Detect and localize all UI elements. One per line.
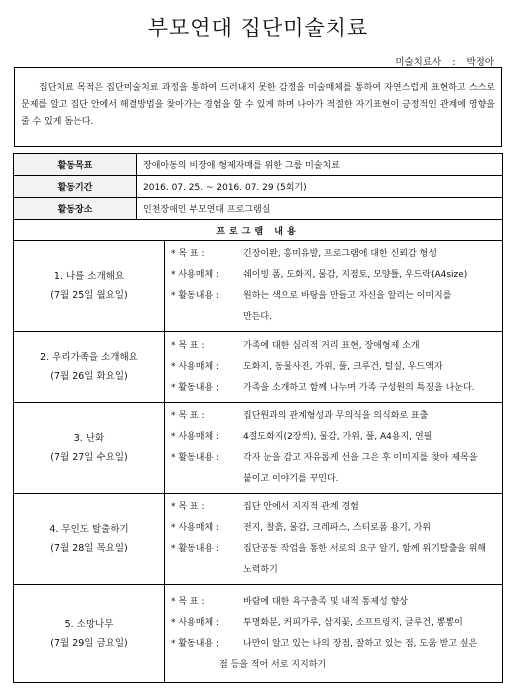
session-detail [165, 494, 503, 585]
session-title-cell [14, 241, 165, 332]
info-value: 인천장애인 부모연대 프로그램실 [137, 198, 503, 220]
intro-paragraph: 집단치료 목적은 집단미술치료 과정을 통하여 드러내지 못한 감정을 미술매체를 통하여 자연스럽게 표현하고 스스로 문제를 알고 집단 안에서 해결방법을 찾아가는 경험을 할 수 있게 하며 나아가 적절한 자기표현이 긍정적인 관계에 영향을 줄 수 있게 돕는다. [14, 67, 502, 147]
author-name: 박정아 [466, 57, 494, 68]
activity-text: 각자 눈을 감고 자유롭게 선을 그은 후 이미지를 찾아 제목을 [243, 453, 478, 463]
goal-key: * 목 표 : [171, 340, 205, 351]
session-name: 3. 난화 [73, 433, 105, 444]
info-row [14, 176, 503, 198]
activity-text: 집단공동 작업을 통한 서로의 요구 알기, 함께 위기탈출을 위해 [243, 544, 487, 554]
activity-key: * 활동내용 : [171, 453, 220, 463]
goal-key: * 목 표 : [171, 411, 205, 421]
session-name: 4. 무인도 탈출하기 [49, 524, 129, 535]
document-title: 부모연대 집단미술치료 [147, 16, 369, 40]
author-line [395, 54, 494, 68]
session-date: (7월 25일 월요일) [50, 290, 128, 301]
info-label: 활동장소 [14, 198, 137, 220]
info-row [14, 198, 503, 220]
session-title-cell [14, 494, 165, 585]
session-date: (7월 26일 화요일) [50, 371, 128, 382]
session-title-cell [14, 403, 165, 494]
materials-key: * 사용매체 : [171, 270, 220, 280]
session-detail [165, 585, 503, 683]
session-detail [165, 403, 503, 494]
session-detail [165, 332, 503, 403]
info-value: 장애아동의 비장애 형제자매를 위한 그룹 미술치료 [137, 154, 503, 176]
activity-text-cont: 붙이고 이야기를 꾸민다. [243, 474, 339, 484]
session-row [14, 494, 503, 585]
materials-text: 쉐이빙 폼, 도화지, 물감, 지점토, 모양틀, 우드락(A4size) [243, 270, 468, 280]
activity-text: 가족을 소개하고 함께 나누며 가족 구성원의 특징을 나눈다. [243, 382, 475, 393]
activity-key: * 활동내용 : [171, 382, 220, 393]
info-label: 활동목표 [14, 154, 137, 176]
session-date: (7월 29일 금요일) [50, 637, 128, 649]
materials-text: 4절도화지(2장씩), 물감, 가위, 풀, A4용지, 연필 [243, 432, 433, 442]
materials-text: 도화지, 동물사진, 가위, 풀, 크루건, 털실, 우드액자 [243, 361, 443, 372]
session-row [14, 585, 503, 683]
goal-text: 가족에 대한 심리적 거리 표현, 장애형제 소개 [243, 340, 420, 351]
session-name: 2. 우리가족을 소개해요 [40, 352, 138, 363]
activity-text-cont: 노력하기 [243, 565, 278, 575]
goal-text: 바람에 대한 욕구충족 및 내적 통제성 향상 [243, 596, 408, 607]
activity-text-cont: 만든다. [243, 312, 272, 322]
goal-text: 집단 안에서 지지적 관계 경험 [243, 502, 359, 512]
activity-text-cont: 점 등을 적어 서로 지지하기 [219, 659, 327, 670]
session-title-cell [14, 332, 165, 403]
session-name: 5. 소망나무 [64, 618, 114, 630]
sessions-table [13, 240, 503, 683]
info-label: 활동기간 [14, 176, 137, 198]
goal-key: * 목 표 : [171, 249, 205, 259]
materials-key: * 사용매체 : [171, 361, 220, 372]
session-row [14, 403, 503, 494]
goal-key: * 목 표 : [171, 502, 205, 512]
info-value: 2016. 07. 25. ~ 2016. 07. 29 (5회기) [137, 176, 503, 198]
session-title-cell [14, 585, 165, 683]
materials-key: * 사용매체 : [171, 432, 220, 442]
program-header: 프로그램 내용 [14, 220, 503, 241]
session-name: 1. 나를 소개해요 [53, 271, 125, 282]
goal-text: 집단원과의 관계형성과 무의식을 의식화로 표출 [243, 411, 429, 421]
materials-text: 투명화분, 커피가루, 삼지꽃, 소프트링지, 글루건, 뽕뽕이 [243, 617, 463, 628]
activity-text: 나만이 알고 있는 나의 장점, 잘하고 있는 점, 도움 받고 싶은 [243, 638, 478, 649]
activity-key: * 활동내용 : [171, 638, 220, 649]
author-separator: : [452, 57, 456, 68]
session-detail [165, 241, 503, 332]
materials-key: * 사용매체 : [171, 617, 220, 628]
materials-text: 전지, 찰흙, 물감, 크레파스, 스티로폼 용기, 가위 [243, 523, 431, 533]
goal-text: 긴장이완, 흥미유발, 프로그램에 대한 신뢰감 형성 [243, 249, 437, 259]
activity-text: 원하는 색으로 바탕을 만들고 자신을 알리는 이미지를 [243, 291, 452, 301]
activity-key: * 활동내용 : [171, 291, 220, 301]
author-role: 미술치료사 [395, 57, 442, 68]
info-table [13, 153, 503, 241]
program-header-row [14, 220, 503, 241]
session-row [14, 332, 503, 403]
materials-key: * 사용매체 : [171, 523, 220, 533]
activity-key: * 활동내용 : [171, 544, 220, 554]
session-date: (7월 28일 목요일) [50, 543, 128, 554]
info-row [14, 154, 503, 176]
goal-key: * 목 표 : [171, 596, 205, 607]
session-date: (7월 27일 수요일) [50, 452, 128, 463]
session-row [14, 241, 503, 332]
